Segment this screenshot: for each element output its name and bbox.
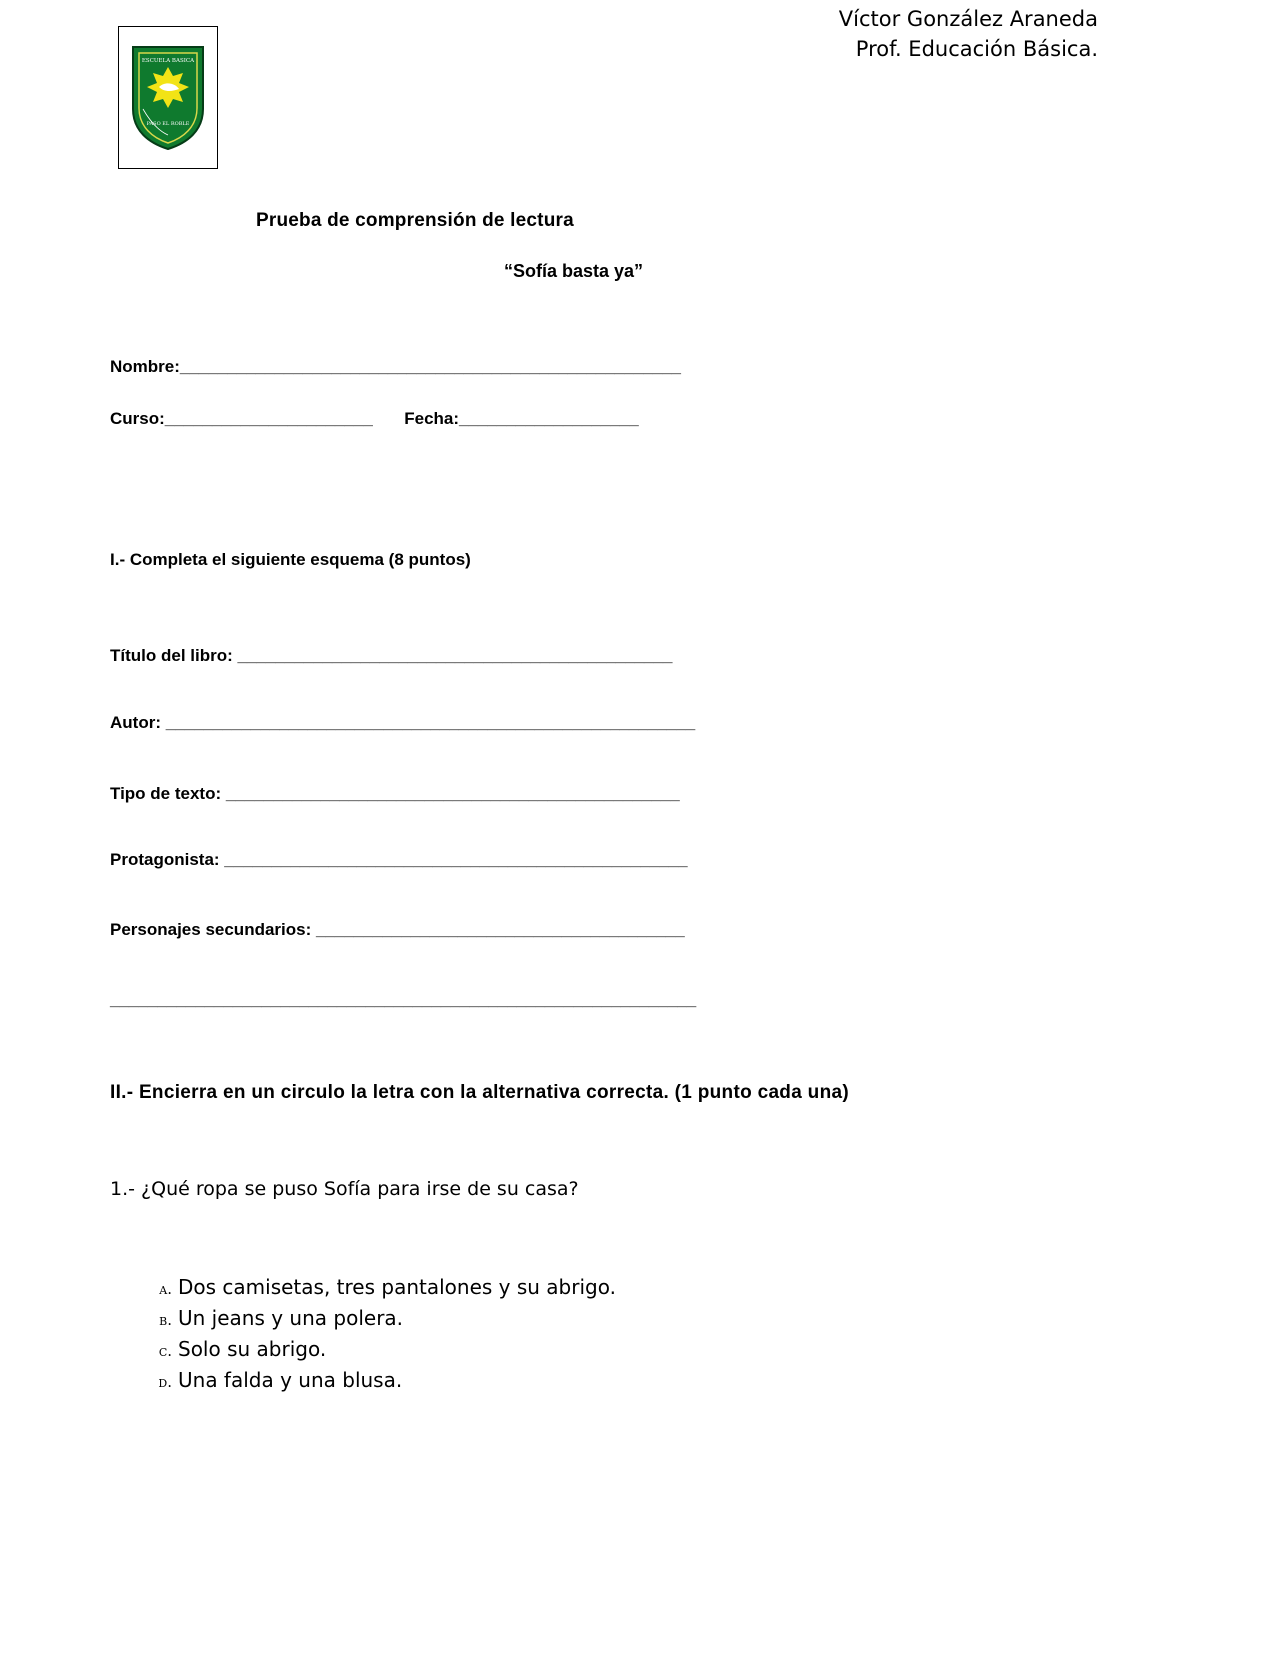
author-name: Víctor González Araneda xyxy=(838,7,1098,31)
field-fecha[interactable]: Fecha:___________________ xyxy=(404,409,639,428)
schema-row-titulo[interactable]: Título del libro: ______________________________________________ xyxy=(110,646,673,665)
alternative-text: Un jeans y una polera. xyxy=(178,1306,404,1330)
section-two-heading: II.- Encierra en un circulo la letra con la alternativa correcta. (1 punto cada una) xyxy=(110,1082,849,1103)
author-title: Prof. Educación Básica. xyxy=(855,37,1098,61)
page-title: Prueba de comprensión de lectura xyxy=(256,210,574,231)
document-author-block xyxy=(839,4,1098,64)
alternative-text: Una falda y una blusa. xyxy=(178,1368,403,1392)
schema-row-personajes-secundarios[interactable]: Personajes secundarios: _______________________________________ xyxy=(110,920,685,939)
list-item[interactable] xyxy=(159,1303,616,1334)
field-nombre[interactable]: Nombre:_____________________________________________________ xyxy=(110,357,681,376)
list-item[interactable] xyxy=(158,1334,616,1365)
question-1: 1.- ¿Qué ropa se puso Sofía para irse de su casa? xyxy=(110,1178,579,1200)
list-item[interactable] xyxy=(158,1365,616,1396)
school-crest-icon xyxy=(129,43,207,153)
alternative-text: Solo su abrigo. xyxy=(178,1337,327,1361)
field-curso[interactable]: Curso:______________________ xyxy=(110,409,373,428)
schema-row-protagonista[interactable]: Protagonista: _________________________________________________ xyxy=(110,850,688,869)
alternative-text: Dos camisetas, tres pantalones y su abrigo. xyxy=(178,1275,616,1299)
svg-text:ESCUELA BASICA: ESCUELA BASICA xyxy=(141,57,195,64)
school-logo-container xyxy=(118,26,218,169)
alternative-marker: d. xyxy=(158,1373,172,1391)
question-1-alternatives xyxy=(142,1272,616,1396)
page-subtitle: “Sofía basta ya” xyxy=(504,261,644,281)
schema-row-tipo-de-texto[interactable]: Tipo de texto: ________________________________________________ xyxy=(110,784,680,803)
svg-text:PASO EL ROBLE: PASO EL ROBLE xyxy=(146,120,190,127)
schema-row-autor[interactable]: Autor: ________________________________________________________ xyxy=(110,713,696,732)
alternative-marker: a. xyxy=(159,1280,172,1298)
section-one-heading: I.- Completa el siguiente esquema (8 puntos) xyxy=(110,550,471,569)
alternative-marker: b. xyxy=(159,1311,172,1329)
schema-row-continuation-line[interactable]: ______________________________________________________________ xyxy=(110,990,697,1009)
alternative-marker: c. xyxy=(158,1342,172,1360)
field-curso-fecha xyxy=(110,409,639,429)
list-item[interactable] xyxy=(159,1272,616,1303)
